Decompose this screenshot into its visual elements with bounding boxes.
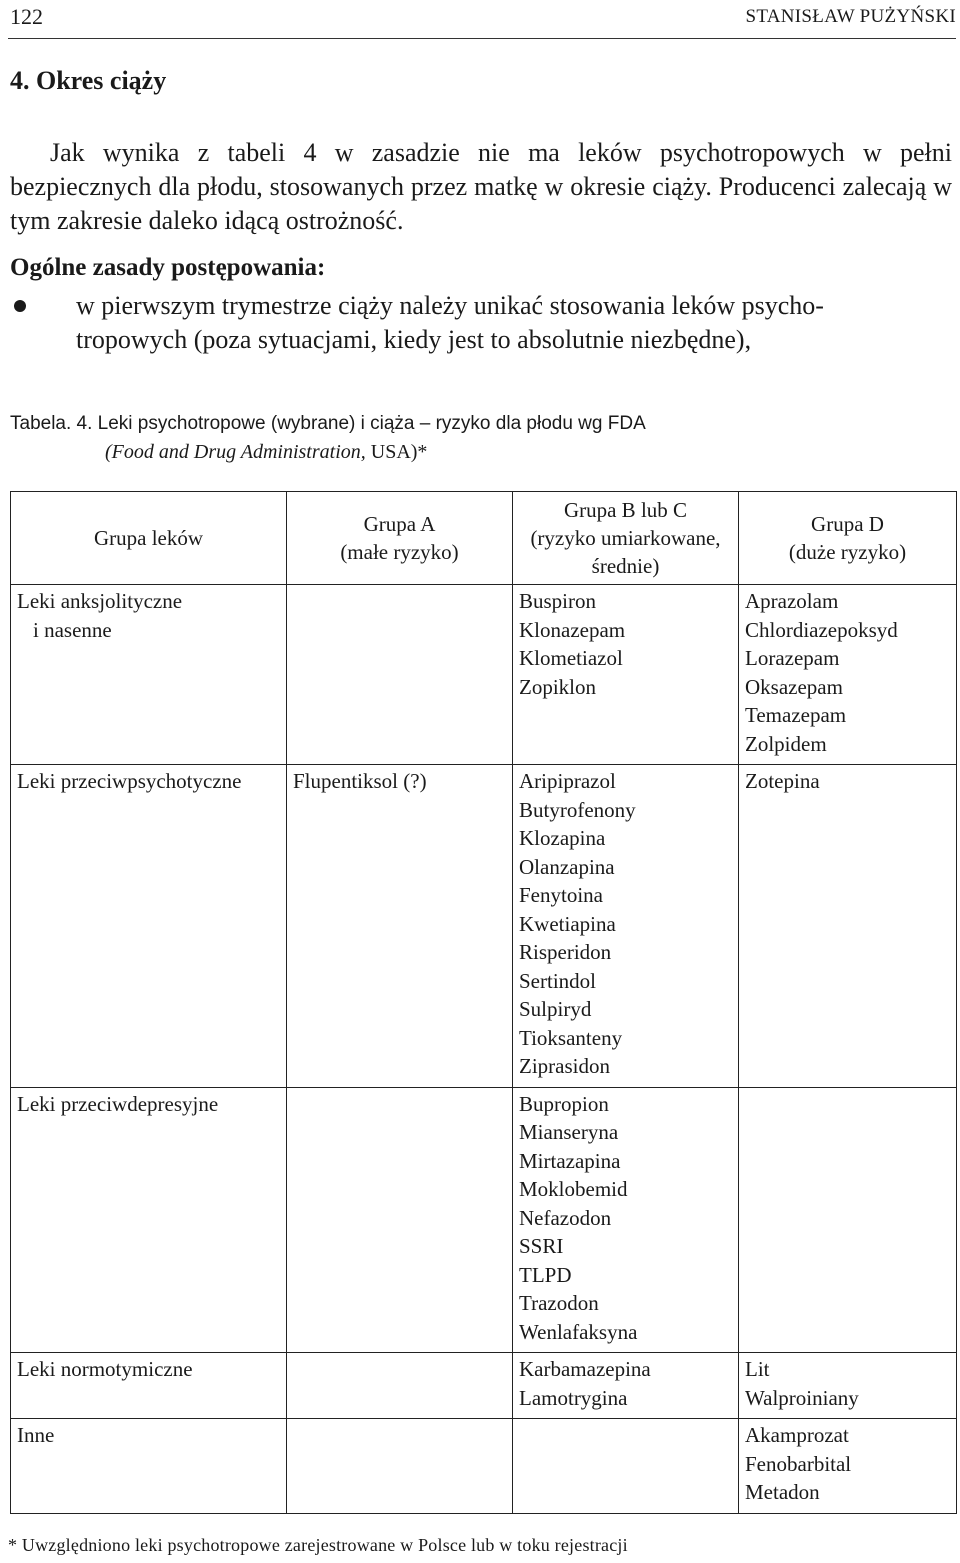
drug-item: Aripiprazol xyxy=(519,769,616,793)
group-d-cell xyxy=(739,1353,957,1419)
drug-item: Fenytoina xyxy=(519,883,603,907)
header-line: (małe ryzyko) xyxy=(340,540,459,564)
drug-item: Klometiazol xyxy=(519,646,623,670)
category-cell xyxy=(11,1419,287,1514)
drug-item: Zopiklon xyxy=(519,674,596,699)
category-cell xyxy=(11,1353,287,1419)
caption-italic: (Food and Drug Administration, xyxy=(105,441,366,463)
drug-item: Lamotrygina xyxy=(519,1385,628,1410)
drug-item: Oksazepam xyxy=(745,674,843,699)
table-row xyxy=(11,1353,957,1419)
table-header-row xyxy=(11,492,957,585)
drug-item: Wenlafaksyna xyxy=(519,1319,638,1344)
header-group-cell xyxy=(11,492,287,585)
category-cell xyxy=(11,765,287,1088)
group-a-cell xyxy=(287,1087,513,1353)
category-line: Inne xyxy=(17,1423,55,1447)
drug-item: Sertindol xyxy=(519,968,596,993)
table-row xyxy=(11,1419,957,1514)
table-row xyxy=(11,765,957,1088)
group-bc-cell xyxy=(513,765,739,1088)
drug-item: Moklobemid xyxy=(519,1177,628,1201)
header-line: średnie) xyxy=(591,554,660,578)
intro-paragraph: Jak wynika z tabeli 4 w zasadzie nie ma leków psychotropowych w pełni bezpiecznych dla płodu, stosowanych przez matkę w okresie ciąży. Producenci zalecają w tym zakresie daleko idącą ostrożność. xyxy=(10,138,952,235)
drug-item: Sulpiryd xyxy=(519,997,592,1021)
category-line: Leki przeciwdepresyjne xyxy=(17,1091,219,1116)
bullet-icon xyxy=(14,300,26,312)
group-a-cell xyxy=(287,1353,513,1419)
drug-item: Kwetiapina xyxy=(519,911,616,936)
drug-item: Bupropion xyxy=(519,1091,609,1116)
caption-rest: USA)* xyxy=(365,441,428,463)
group-d-cell xyxy=(739,765,957,1088)
header-line: (ryzyko umiarkowane, xyxy=(530,526,721,550)
footnote: * Uwzględniono leki psychotropowe zarejestrowane w Polsce lub w toku rejestracji xyxy=(8,1535,628,1555)
rule-text-line: w pierwszym trymestrze ciąży należy unikać stosowania leków psycho- xyxy=(76,291,824,320)
group-d-cell xyxy=(739,585,957,765)
drug-item: Fenobarbital xyxy=(745,1451,852,1476)
drug-item: Metadon xyxy=(745,1480,820,1504)
drug-item: Risperidon xyxy=(519,940,612,964)
category-line: Leki przeciwpsychotyczne xyxy=(17,769,242,793)
section-heading: 4. Okres ciąży xyxy=(10,66,167,95)
group-bc-cell xyxy=(513,1087,739,1353)
rule-list-item xyxy=(10,289,952,357)
drug-item: Zotepina xyxy=(745,769,820,793)
drug-item: Zolpidem xyxy=(745,731,827,756)
group-bc-cell xyxy=(513,1419,739,1514)
drug-item: Mirtazapina xyxy=(519,1148,621,1173)
drug-item: TLPD xyxy=(519,1262,572,1287)
table-caption xyxy=(10,410,950,466)
group-bc-cell xyxy=(513,1353,739,1419)
rule-text-line: tropowych (poza sytuacjami, kiedy jest to absolutnie niezbędne), xyxy=(76,325,752,354)
group-d-cell xyxy=(739,1087,957,1353)
caption-line-2 xyxy=(105,438,950,466)
header-group-bc-cell xyxy=(513,492,739,585)
header-line: Grupa leków xyxy=(93,526,204,550)
category-line: Leki normotymiczne xyxy=(17,1357,193,1381)
drug-item: Lit xyxy=(745,1357,770,1381)
category-line: i nasenne xyxy=(33,617,112,642)
drug-item: Buspiron xyxy=(519,589,597,613)
drug-item: Tioksanteny xyxy=(519,1025,623,1050)
drug-risk-table xyxy=(10,491,957,1514)
drug-item: Klonazepam xyxy=(519,617,626,642)
header-group-d-cell xyxy=(739,492,957,585)
category-line: Leki anksjolityczne xyxy=(17,589,183,613)
drug-item: Chlordiazepoksyd xyxy=(745,617,898,642)
drug-item: Flupentiksol (?) xyxy=(293,769,427,793)
drug-item: Temazepam xyxy=(745,703,847,727)
header-line: Grupa D xyxy=(811,512,884,536)
drug-item: Trazodon xyxy=(519,1291,599,1315)
table-row xyxy=(11,585,957,765)
header-group-a-cell xyxy=(287,492,513,585)
category-cell xyxy=(11,1087,287,1353)
drug-item: Klozapina xyxy=(519,826,606,850)
drug-item: Walproiniany xyxy=(745,1385,859,1410)
group-a-cell xyxy=(287,1419,513,1514)
drug-item: Ziprasidon xyxy=(519,1054,610,1078)
page-number: 122 xyxy=(10,4,43,29)
group-a-cell xyxy=(287,765,513,1088)
group-bc-cell xyxy=(513,585,739,765)
header-line: Grupa A xyxy=(363,512,436,536)
rules-heading: Ogólne zasady postępowania: xyxy=(10,254,326,281)
drug-item: Lorazepam xyxy=(745,646,840,670)
group-a-cell xyxy=(287,585,513,765)
caption-line: Tabela. 4. Leki psychotropowe (wybrane) i ciąża – ryzyko dla płodu wg FDA xyxy=(10,413,646,434)
drug-item: Akamprozat xyxy=(745,1423,849,1447)
table-row xyxy=(11,1087,957,1353)
category-cell xyxy=(11,585,287,765)
header-line: Grupa B lub C xyxy=(563,498,688,522)
drug-item: Butyrofenony xyxy=(519,797,636,822)
drug-item: Mianseryna xyxy=(519,1120,619,1144)
drug-item: Olanzapina xyxy=(519,854,615,879)
group-d-cell xyxy=(739,1419,957,1514)
drug-item: Aprazolam xyxy=(745,589,839,613)
drug-item: SSRI xyxy=(519,1234,564,1258)
running-head: STANISŁAW PUŻYŃSKI xyxy=(745,6,956,27)
drug-item: Nefazodon xyxy=(519,1205,612,1230)
drug-item: Karbamazepina xyxy=(519,1357,651,1381)
page-header xyxy=(8,0,956,39)
header-line: (duże ryzyko) xyxy=(788,540,907,564)
